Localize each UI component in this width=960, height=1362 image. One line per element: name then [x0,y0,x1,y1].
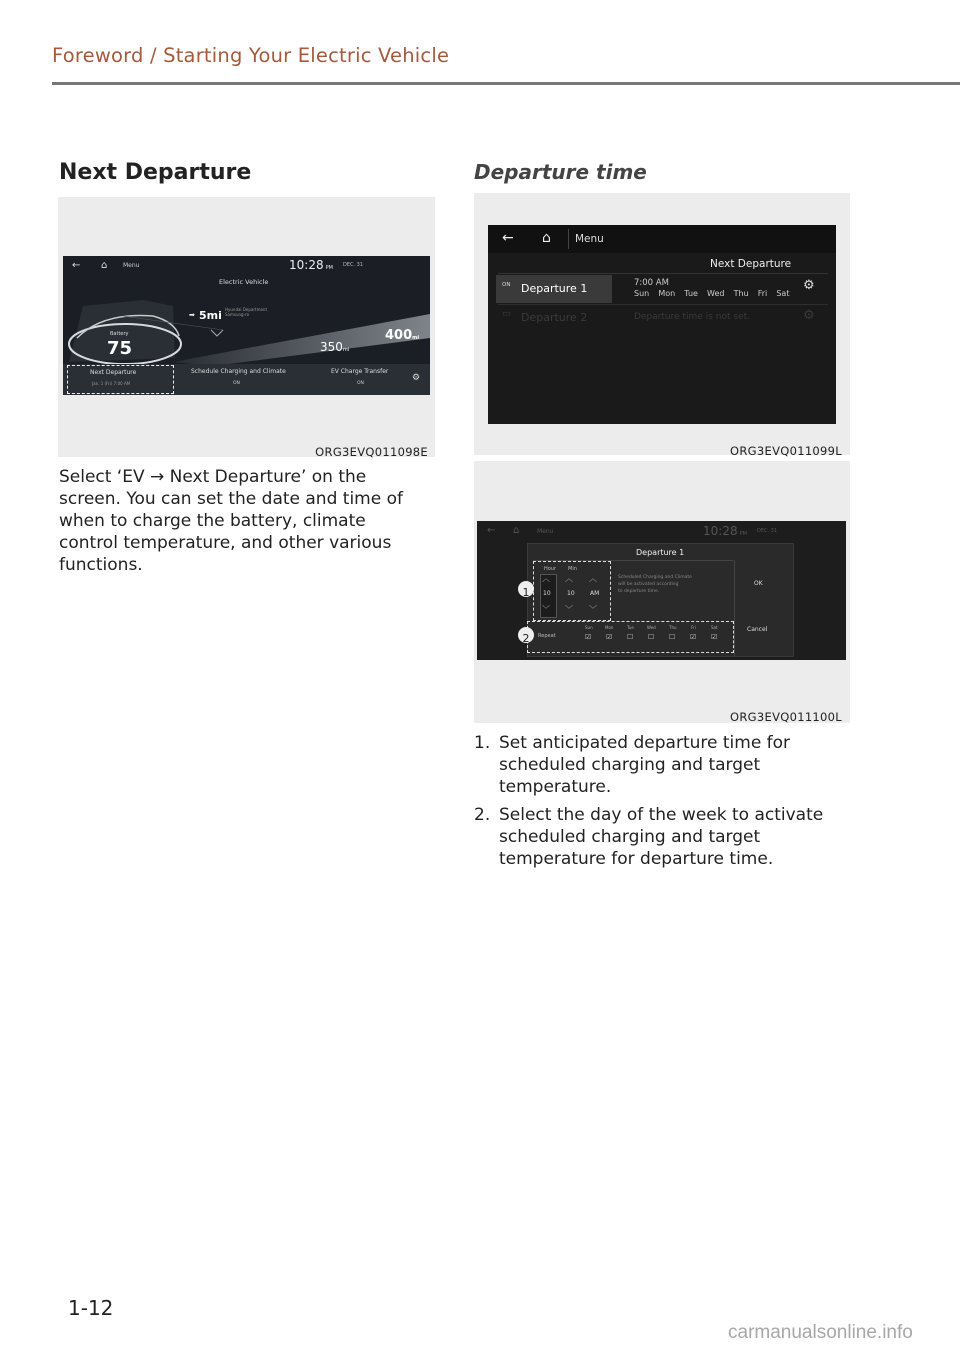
row-divider [498,304,828,305]
hour-label: Hour [544,566,557,572]
figure-code: ORG3EVQ011098E [315,445,428,459]
day-tue: Tue [684,289,698,298]
row1-time: 7:00 AM [634,278,669,288]
battery-value: 75 [107,338,133,359]
range-large [385,328,419,343]
checkbox-wed[interactable]: ☐ [648,633,655,641]
checkbox-sun-checked[interactable]: ☑ [585,633,592,641]
screen-topbar [488,225,836,253]
transfer-label: EV Charge Transfer [331,368,389,375]
day-sun-label: Sun [585,625,593,630]
clock-time: 10:28 [289,258,324,272]
info-line1: Scheduled Charging and Climate [618,575,692,580]
date-label: DEC. 31 [757,528,778,534]
body-paragraph: Select ‘EV → Next Departure’ on the screen. You can set the date and time of when to charge the battery, climate control temperature, and other various functions. [59,467,403,575]
row1-days [634,289,789,298]
row1-name: Departure 1 [521,282,588,295]
day-tue-label: Tue [627,625,634,630]
ampm-up-icon[interactable]: ︿ [589,574,597,583]
row2-name[interactable]: Departure 2 [521,311,588,324]
screen-title: Next Departure [710,258,792,270]
menu-label: Menu [537,528,554,535]
callout-2 [518,627,534,643]
departure-list-screen [488,225,836,424]
checkbox-mon-checked[interactable]: ☑ [606,633,613,641]
departure-dialog [527,543,794,657]
battery-label: Battery [110,331,129,337]
min-up-icon[interactable]: ︿ [565,574,573,583]
page-number: 1-12 [68,1296,114,1320]
next-departure-label: Next Departure [90,369,137,376]
range-small [320,340,349,354]
row2-status: Departure time is not set. [634,312,750,322]
destination-icon: ➡ [189,311,195,319]
home-icon: ⌂ [101,260,108,271]
list-item-text: Select the day of the week to activate scheduled charging and target temperature for departure time. [499,805,824,869]
day-fri-label: Fri [691,625,696,630]
day-wed: Wed [707,289,725,298]
day-thu: Thu [733,289,749,298]
callout-2-number: 2 [522,632,530,645]
topbar-divider [568,229,569,249]
clock [289,258,333,272]
list-item-number: 1. [474,733,491,753]
callout-1-number: 1 [522,586,530,599]
figure-code: ORG3EVQ011100L [730,710,842,724]
day-fri: Fri [757,289,768,298]
repeat-label: Repeat [538,633,556,639]
ampm-value: AM [590,590,600,597]
day-mon-label: Mon [605,625,614,630]
info-line2: will be activated according [618,582,679,587]
settings-gear-icon[interactable]: ⚙ [412,373,421,383]
day-sat: Sat [776,289,790,298]
watermark: carmanualsonline.info [728,1322,913,1343]
ampm-down-icon[interactable]: ﹀ [589,605,597,614]
figure-departure-list [474,193,850,458]
home-icon: ⌂ [513,525,520,536]
subsection-heading: Departure time [474,160,647,184]
list-item [474,732,854,798]
title-divider [498,273,828,274]
day-wed-label: Wed [647,625,656,630]
back-icon: ← [487,525,496,536]
button-divider [734,560,735,656]
transfer-state[interactable]: ON [357,381,364,386]
min-down-icon[interactable]: ﹀ [565,605,573,614]
figure-next-departure [58,197,435,457]
menu-label: Menu [123,262,140,269]
clock-ampm: PM [739,531,747,537]
day-thu-label: Thu [669,625,677,630]
screen-title: Electric Vehicle [219,278,269,286]
home-icon[interactable]: ⌂ [542,230,551,246]
day-sun: Sun [634,289,650,298]
range-large-unit: mi [412,335,420,341]
schedule-label: Schedule Charging and Climate [191,368,286,375]
destination-line2: Samsung-ro [225,312,250,317]
destination-name [225,307,267,317]
back-icon: ← [72,260,81,271]
checkbox-tue[interactable]: ☐ [627,633,634,641]
hour-down-icon[interactable]: ﹀ [542,605,550,614]
instruction-list [474,732,854,876]
list-item [474,804,854,870]
clock-ampm: PM [325,265,333,271]
day-sat-label: Sat [711,625,718,630]
date-label: DEC. 31 [343,262,364,268]
menu-label[interactable]: Menu [575,233,604,245]
figure-code: ORG3EVQ011099L [730,444,842,458]
range-small-unit: mi [342,347,350,353]
checkbox-thu[interactable]: ☐ [669,633,676,641]
row1-toggle[interactable]: ON [502,282,511,288]
range-large-value: 400 [385,328,413,343]
min-value: 10 [567,590,575,597]
list-item-number: 2. [474,805,491,825]
row1-settings-gear-icon[interactable]: ⚙ [803,278,815,293]
section-heading: Next Departure [59,160,252,185]
dialog-title: Departure 1 [636,548,685,557]
min-label: Min [568,566,577,572]
hour-value: 10 [543,590,551,597]
checkbox-fri-checked[interactable]: ☑ [690,633,697,641]
next-departure-tile[interactable] [67,365,174,394]
destination-line1: Hyundai Department [225,307,268,312]
header-rule [52,82,960,85]
hour-up-icon[interactable]: ︿ [542,574,550,583]
list-item-text: Set anticipated departure time for scheduled charging and target temperature. [499,733,791,797]
ev-screen [63,256,430,395]
schedule-state[interactable]: ON [233,381,240,386]
back-icon[interactable]: ← [502,230,514,246]
callout-1 [518,581,534,597]
checkbox-sat-checked[interactable]: ☑ [711,633,718,641]
row2-settings-gear-icon[interactable]: ⚙ [803,308,815,323]
clock [703,524,747,538]
running-header: Foreword / Starting Your Electric Vehicle [52,44,450,67]
cancel-button[interactable]: Cancel [747,626,768,633]
ok-button[interactable]: OK [754,580,763,587]
day-mon: Mon [658,289,676,298]
clock-time: 10:28 [703,524,738,538]
row2-toggle-icon[interactable]: ▭ [502,309,511,319]
info-text [618,574,692,595]
destination-distance: 5mi [199,309,222,322]
info-line3: to departure time. [618,589,660,594]
next-departure-value: Jan. 1 (Fri) 7:00 AM [92,381,131,386]
range-small-value: 350 [320,340,343,354]
figure-departure-edit [474,461,850,723]
